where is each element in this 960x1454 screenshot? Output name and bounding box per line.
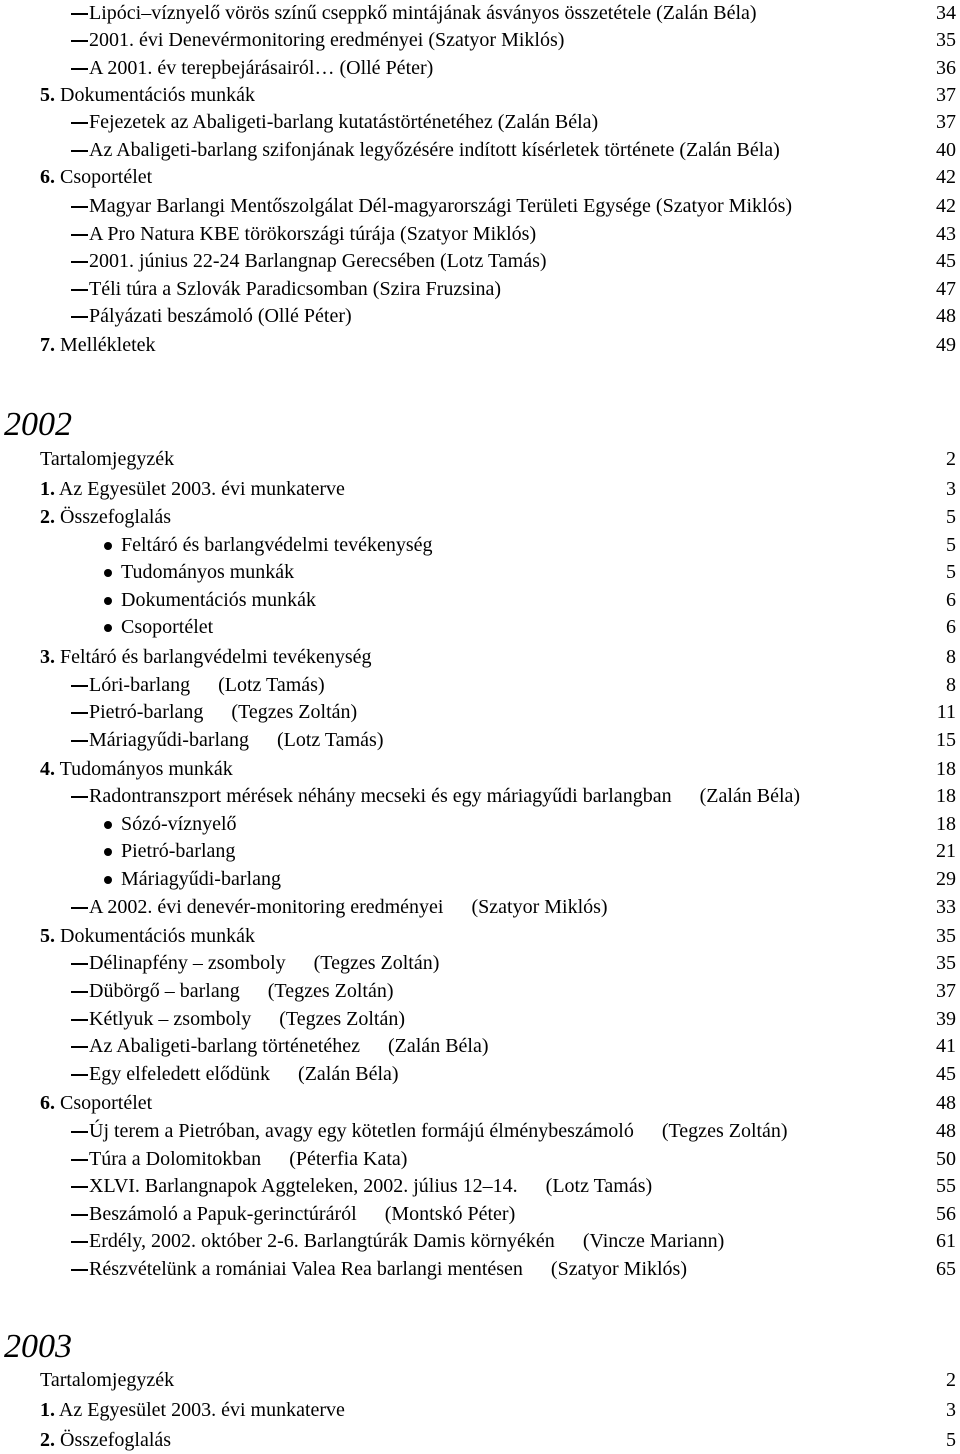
entry-title bbox=[89, 55, 433, 82]
entry-text: 2001. június 22-24 Barlangnap Gerecsében (Lotz Tamás) bbox=[89, 250, 547, 272]
entry-author: (Vincze Mariann) bbox=[582, 1230, 725, 1252]
dash-marker-icon bbox=[71, 1046, 88, 1048]
entry-text: Pietró-barlang bbox=[89, 701, 204, 723]
entry-title bbox=[121, 587, 316, 614]
entry-title bbox=[89, 248, 547, 275]
entry-text: Részvételünk a romániai Valea Rea barlangi mentésen bbox=[89, 1258, 523, 1280]
toc-entry bbox=[0, 82, 960, 109]
toc-entry bbox=[0, 1228, 960, 1255]
page-number: 49 bbox=[936, 334, 956, 356]
entry-text: Máriagyűdi-barlang bbox=[121, 868, 281, 890]
toc-entry bbox=[0, 248, 960, 275]
entry-title bbox=[89, 109, 598, 136]
entry-title bbox=[89, 221, 536, 248]
entry-text: Tartalomjegyzék bbox=[40, 1369, 175, 1391]
page-number: 50 bbox=[936, 1148, 956, 1170]
entry-title bbox=[89, 193, 792, 220]
entry-text: A 2002. évi denevér-monitoring eredményei bbox=[89, 896, 444, 918]
page-number: 29 bbox=[936, 868, 956, 890]
toc-entry bbox=[0, 838, 960, 865]
entry-text: Összefoglalás bbox=[60, 506, 172, 528]
page-number: 2 bbox=[946, 448, 956, 470]
page-number: 42 bbox=[936, 195, 956, 217]
toc-entry bbox=[0, 55, 960, 82]
entry-title bbox=[89, 672, 325, 699]
entry-text: Tartalomjegyzék bbox=[40, 448, 175, 470]
toc-entry bbox=[0, 221, 960, 248]
dash-marker-icon bbox=[71, 1019, 88, 1021]
page-number: 2 bbox=[946, 1369, 956, 1391]
entry-text: Sózó-víznyelő bbox=[121, 813, 237, 835]
dash-marker-icon bbox=[71, 40, 88, 42]
entry-title bbox=[89, 1146, 407, 1173]
toc-entry bbox=[0, 1367, 960, 1394]
dash-marker-icon bbox=[71, 907, 88, 909]
bullet-icon bbox=[104, 569, 112, 577]
entry-title bbox=[40, 1367, 174, 1394]
entry-title bbox=[40, 164, 152, 191]
dash-marker-icon bbox=[71, 122, 88, 124]
entry-text: Radontranszport mérések néhány mecseki és egy máriagyűdi barlangban bbox=[89, 785, 672, 807]
toc-entry bbox=[0, 276, 960, 303]
page-number: 15 bbox=[936, 729, 956, 751]
page-number: 43 bbox=[936, 223, 956, 245]
entry-text: Feltáró és barlangvédelmi tevékenység bbox=[60, 646, 372, 668]
toc-entry bbox=[0, 783, 960, 810]
entry-title bbox=[40, 476, 345, 503]
entry-text: Mellékletek bbox=[60, 334, 156, 356]
bullet-icon bbox=[104, 597, 112, 605]
entry-author: (Zalán Béla) bbox=[388, 1035, 489, 1057]
entry-title bbox=[121, 811, 237, 838]
page-number: 18 bbox=[936, 813, 956, 835]
dash-marker-icon bbox=[71, 712, 88, 714]
dash-marker-icon bbox=[71, 261, 88, 263]
dash-marker-icon bbox=[71, 234, 88, 236]
dash-marker-icon bbox=[71, 963, 88, 965]
toc-entry bbox=[0, 1061, 960, 1088]
toc-entry bbox=[0, 1397, 960, 1424]
toc-entry bbox=[0, 1256, 960, 1283]
entry-text: Az Egyesület 2003. évi munkaterve bbox=[58, 478, 345, 500]
entry-title bbox=[40, 1427, 171, 1454]
entry-number: 2. bbox=[40, 506, 55, 528]
entry-title bbox=[40, 756, 233, 783]
entry-text: XLVI. Barlangnapok Aggteleken, 2002. július 12–14. bbox=[89, 1175, 518, 1197]
page-number: 8 bbox=[946, 646, 956, 668]
page-number: 42 bbox=[936, 166, 956, 188]
entry-text: Máriagyűdi-barlang bbox=[89, 729, 249, 751]
year-heading: 2002 bbox=[4, 406, 72, 443]
entry-text: Új terem a Pietróban, avagy egy kötetlen formájú élménybeszámoló bbox=[89, 1120, 634, 1142]
entry-title bbox=[89, 1033, 489, 1060]
entry-title bbox=[121, 559, 294, 586]
entry-text: Tudományos munkák bbox=[59, 758, 233, 780]
entry-text: Csoportélet bbox=[60, 1092, 153, 1114]
entry-number: 7. bbox=[40, 334, 55, 356]
entry-number: 3. bbox=[40, 646, 55, 668]
entry-title bbox=[89, 699, 357, 726]
entry-title bbox=[89, 137, 780, 164]
toc-entry bbox=[0, 1173, 960, 1200]
entry-number: 5. bbox=[40, 84, 55, 106]
toc-entry bbox=[0, 332, 960, 359]
entry-text: Csoportélet bbox=[60, 166, 153, 188]
entry-text: 2001. évi Denevérmonitoring eredményei (Szatyor Miklós) bbox=[89, 29, 565, 51]
entry-title bbox=[89, 1061, 399, 1088]
entry-number: 4. bbox=[40, 758, 55, 780]
toc-entry bbox=[0, 27, 960, 54]
dash-marker-icon bbox=[71, 1186, 88, 1188]
dash-marker-icon bbox=[71, 740, 88, 742]
page-number: 5 bbox=[946, 1429, 956, 1451]
entry-author: (Zalán Béla) bbox=[699, 785, 801, 807]
entry-title bbox=[40, 446, 174, 473]
entry-text: Erdély, 2002. október 2-6. Barlangtúrák Damis környékén bbox=[89, 1230, 555, 1252]
dash-marker-icon bbox=[71, 150, 88, 152]
entry-number: 6. bbox=[40, 1092, 55, 1114]
entry-author: (Péterfia Kata) bbox=[289, 1148, 408, 1170]
entry-text: A Pro Natura KBE törökországi túrája (Szatyor Miklós) bbox=[89, 223, 537, 245]
entry-author: (Tegzes Zoltán) bbox=[231, 701, 358, 723]
entry-text: Téli túra a Szlovák Paradicsomban (Szira Fruzsina) bbox=[89, 278, 502, 300]
dash-marker-icon bbox=[71, 1131, 88, 1133]
entry-text: Kétlyuk – zsomboly bbox=[89, 1008, 252, 1030]
dash-marker-icon bbox=[71, 206, 88, 208]
bullet-icon bbox=[104, 848, 112, 856]
toc-entry bbox=[0, 950, 960, 977]
entry-author: (Montskó Péter) bbox=[384, 1203, 516, 1225]
entry-title bbox=[89, 1256, 687, 1283]
page-number: 5 bbox=[946, 534, 956, 556]
page-number: 35 bbox=[936, 925, 956, 947]
entry-title bbox=[89, 0, 757, 27]
toc-entry bbox=[0, 1427, 960, 1454]
toc-entry bbox=[0, 644, 960, 671]
toc-entry bbox=[0, 1118, 960, 1145]
entry-text: Dokumentációs munkák bbox=[121, 589, 316, 611]
entry-number: 1. bbox=[40, 1399, 55, 1421]
entry-text: Csoportélet bbox=[121, 616, 214, 638]
toc-entry bbox=[0, 559, 960, 586]
page-number: 3 bbox=[946, 478, 956, 500]
entry-title bbox=[89, 894, 608, 921]
entry-author: (Szatyor Miklós) bbox=[471, 896, 608, 918]
toc-entry bbox=[0, 1146, 960, 1173]
entry-text: Pietró-barlang bbox=[121, 840, 236, 862]
bullet-icon bbox=[104, 821, 112, 829]
entry-text: Az Egyesület 2003. évi munkaterve bbox=[58, 1399, 345, 1421]
entry-author: (Lotz Tamás) bbox=[218, 674, 325, 696]
entry-text: Fejezetek az Abaligeti-barlang kutatástörténetéhez (Zalán Béla) bbox=[89, 111, 599, 133]
toc-entry bbox=[0, 727, 960, 754]
page-number: 5 bbox=[946, 561, 956, 583]
page-number: 56 bbox=[936, 1203, 956, 1225]
page-number: 48 bbox=[936, 1120, 956, 1142]
toc-entry bbox=[0, 446, 960, 473]
toc-entry bbox=[0, 978, 960, 1005]
entry-number: 2. bbox=[40, 1429, 55, 1451]
entry-text: Magyar Barlangi Mentőszolgálat Dél-magyarországi Területi Egysége (Szatyor Miklós) bbox=[89, 195, 793, 217]
entry-title bbox=[40, 332, 156, 359]
page-number: 36 bbox=[936, 57, 956, 79]
entry-text: Lóri-barlang bbox=[89, 674, 191, 696]
toc-entry bbox=[0, 672, 960, 699]
page-number: 37 bbox=[936, 84, 956, 106]
toc-entry bbox=[0, 699, 960, 726]
toc-entry bbox=[0, 1090, 960, 1117]
page-number: 65 bbox=[936, 1258, 956, 1280]
dash-marker-icon bbox=[71, 1241, 88, 1243]
entry-title bbox=[89, 727, 383, 754]
entry-title bbox=[89, 303, 352, 330]
dash-marker-icon bbox=[71, 796, 88, 798]
dash-marker-icon bbox=[71, 991, 88, 993]
entry-title bbox=[40, 1397, 345, 1424]
toc-entry bbox=[0, 0, 960, 27]
toc-entry bbox=[0, 1201, 960, 1228]
page-number: 40 bbox=[936, 139, 956, 161]
entry-title bbox=[89, 1173, 652, 1200]
page-number: 41 bbox=[936, 1035, 956, 1057]
entry-author: (Lotz Tamás) bbox=[276, 729, 384, 751]
entry-title bbox=[121, 838, 235, 865]
toc-entry bbox=[0, 866, 960, 893]
page-number: 37 bbox=[936, 111, 956, 133]
dash-marker-icon bbox=[71, 13, 88, 15]
entry-text: Az Abaligeti-barlang történetéhez bbox=[89, 1035, 360, 1057]
toc-entry bbox=[0, 1033, 960, 1060]
page-number: 47 bbox=[936, 278, 956, 300]
entry-text: A 2001. év terepbejárásairól… (Ollé Péter) bbox=[89, 57, 434, 79]
dash-marker-icon bbox=[71, 1159, 88, 1161]
entry-author: (Tegzes Zoltán) bbox=[661, 1120, 788, 1142]
page-number: 39 bbox=[936, 1008, 956, 1030]
entry-text: Lipóci–víznyelő vörös színű cseppkő mintájának ásványos összetétele (Zalán Béla) bbox=[89, 2, 757, 24]
toc-entry bbox=[0, 587, 960, 614]
page-number: 3 bbox=[946, 1399, 956, 1421]
page-number: 48 bbox=[936, 1092, 956, 1114]
bullet-icon bbox=[104, 542, 112, 550]
entry-text: Tudományos munkák bbox=[121, 561, 295, 583]
page-number: 21 bbox=[936, 840, 956, 862]
entry-author: (Tegzes Zoltán) bbox=[313, 952, 440, 974]
page-number: 18 bbox=[936, 758, 956, 780]
entry-author: (Szatyor Miklós) bbox=[550, 1258, 687, 1280]
page-number: 6 bbox=[946, 589, 956, 611]
entry-title bbox=[40, 504, 171, 531]
toc-entry bbox=[0, 923, 960, 950]
toc-entry bbox=[0, 303, 960, 330]
entry-author: (Tegzes Zoltán) bbox=[279, 1008, 405, 1030]
entry-title bbox=[40, 1090, 152, 1117]
entry-text: Dokumentációs munkák bbox=[60, 84, 255, 106]
entry-author: (Lotz Tamás) bbox=[545, 1175, 653, 1197]
bullet-icon bbox=[104, 876, 112, 884]
entry-text: Túra a Dolomitokban bbox=[89, 1148, 262, 1170]
toc-entry bbox=[0, 532, 960, 559]
entry-title bbox=[121, 532, 433, 559]
toc-entry bbox=[0, 614, 960, 641]
entry-title bbox=[89, 950, 439, 977]
entry-author: (Zalán Béla) bbox=[298, 1063, 399, 1085]
page-number: 11 bbox=[936, 701, 956, 723]
entry-text: Dübörgő – barlang bbox=[89, 980, 240, 1002]
entry-title bbox=[121, 866, 281, 893]
entry-text: Dokumentációs munkák bbox=[60, 925, 255, 947]
dash-marker-icon bbox=[71, 1269, 88, 1271]
entry-title bbox=[40, 82, 255, 109]
toc-entry bbox=[0, 756, 960, 783]
entry-title bbox=[89, 1118, 788, 1145]
entry-title bbox=[89, 1201, 515, 1228]
toc-entry bbox=[0, 811, 960, 838]
entry-title bbox=[89, 1228, 724, 1255]
year-heading: 2003 bbox=[4, 1328, 72, 1365]
page-number: 34 bbox=[936, 2, 956, 24]
toc-entry bbox=[0, 193, 960, 220]
entry-title bbox=[89, 276, 501, 303]
toc-entry bbox=[0, 1006, 960, 1033]
page-number: 55 bbox=[936, 1175, 956, 1197]
entry-title bbox=[89, 783, 800, 810]
entry-text: Az Abaligeti-barlang szifonjának legyőzésére indított kísérletek története (Zalán Béla) bbox=[89, 139, 780, 161]
page-number: 35 bbox=[936, 29, 956, 51]
dash-marker-icon bbox=[71, 1074, 88, 1076]
toc-entry bbox=[0, 894, 960, 921]
dash-marker-icon bbox=[71, 316, 88, 318]
entry-text: Feltáró és barlangvédelmi tevékenység bbox=[121, 534, 433, 556]
entry-text: Pályázati beszámoló (Ollé Péter) bbox=[89, 305, 352, 327]
toc-entry bbox=[0, 109, 960, 136]
dash-marker-icon bbox=[71, 685, 88, 687]
dash-marker-icon bbox=[71, 1214, 88, 1216]
page-number: 37 bbox=[936, 980, 956, 1002]
entry-title bbox=[40, 923, 255, 950]
toc-entry bbox=[0, 476, 960, 503]
entry-number: 1. bbox=[40, 478, 55, 500]
entry-number: 5. bbox=[40, 925, 55, 947]
page-number: 8 bbox=[946, 674, 956, 696]
toc-entry bbox=[0, 504, 960, 531]
entry-number: 6. bbox=[40, 166, 55, 188]
entry-text: Beszámoló a Papuk-gerinctúráról bbox=[89, 1203, 357, 1225]
entry-text: Délinapfény – zsomboly bbox=[89, 952, 286, 974]
page-number: 33 bbox=[936, 896, 956, 918]
entry-title bbox=[89, 1006, 405, 1033]
entry-title bbox=[89, 978, 393, 1005]
entry-title bbox=[40, 644, 372, 671]
entry-text: Egy elfeledett elődünk bbox=[89, 1063, 271, 1085]
dash-marker-icon bbox=[71, 289, 88, 291]
page-number: 5 bbox=[946, 506, 956, 528]
page-number: 45 bbox=[936, 250, 956, 272]
toc-entry bbox=[0, 137, 960, 164]
dash-marker-icon bbox=[71, 68, 88, 70]
entry-title bbox=[121, 614, 213, 641]
page-number: 6 bbox=[946, 616, 956, 638]
page-number: 35 bbox=[936, 952, 956, 974]
entry-author: (Tegzes Zoltán) bbox=[267, 980, 394, 1002]
bullet-icon bbox=[104, 624, 112, 632]
page-number: 48 bbox=[936, 305, 956, 327]
page-number: 61 bbox=[936, 1230, 956, 1252]
page-number: 18 bbox=[936, 785, 956, 807]
page-number: 45 bbox=[936, 1063, 956, 1085]
toc-entry bbox=[0, 164, 960, 191]
entry-title bbox=[89, 27, 564, 54]
entry-text: Összefoglalás bbox=[60, 1429, 172, 1451]
